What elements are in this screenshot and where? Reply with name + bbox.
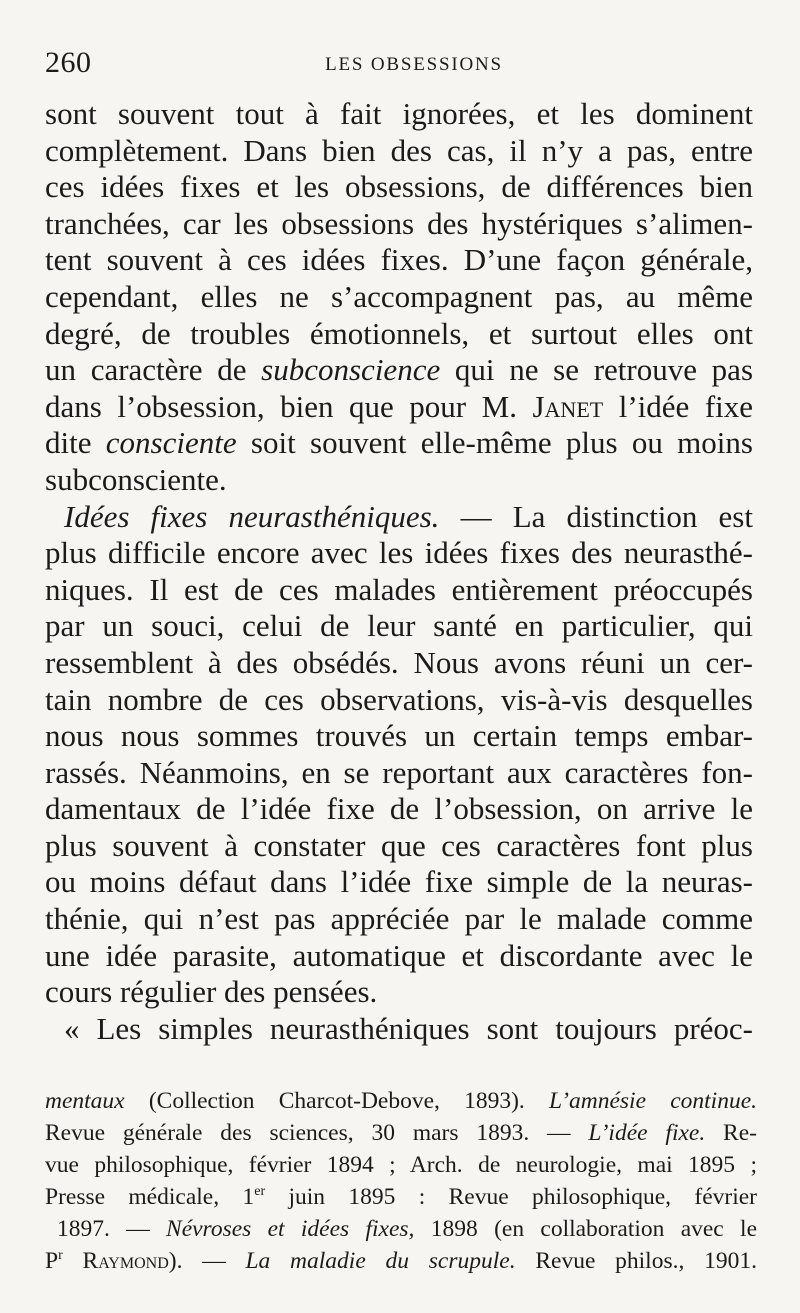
section-heading-line bbox=[45, 499, 753, 536]
text-line: thénie, qui n’est pas appréciée par le malade comme bbox=[45, 901, 753, 937]
text-run: qui ne se retrouve pas bbox=[440, 352, 754, 388]
text-line: « Les simples neurasthéniques sont toujours préoc- bbox=[64, 1010, 753, 1046]
section-heading: Idées fixes neurasthéniques. bbox=[64, 498, 440, 534]
text-line: tent souvent à ces idées fixes. D’une façon générale, bbox=[45, 242, 753, 278]
text-line: niques. Il est de ces malades entièrement préoccupés bbox=[45, 571, 753, 607]
superscript: er bbox=[254, 1183, 266, 1200]
text-run: l’idée fixe bbox=[603, 388, 754, 424]
footnote-line bbox=[45, 1245, 757, 1277]
text-line bbox=[45, 389, 753, 426]
text-run: 1897. — bbox=[57, 1216, 167, 1242]
footnote-line bbox=[45, 1085, 757, 1117]
footnote-line bbox=[45, 1181, 757, 1213]
italic-term: consciente bbox=[105, 425, 237, 461]
text-run: Re- bbox=[705, 1120, 757, 1146]
text-line: par un souci, celui de leur santé en particulier, qui bbox=[45, 608, 753, 644]
text-run: dans l’obsession, bien que pour M. bbox=[45, 388, 533, 424]
text-run: soit souvent elle-même plus ou moins bbox=[236, 425, 753, 461]
italic-title: La maladie du scrupule. bbox=[245, 1248, 516, 1274]
text-line: tain nombre de ces observations, vis-à-vis desquelles bbox=[45, 681, 753, 717]
italic-title: L’amnésie continue. bbox=[548, 1088, 757, 1114]
italic-term: subconscience bbox=[261, 352, 441, 388]
text-run: Revue générale des sciences, 30 mars 1893. — bbox=[45, 1120, 589, 1146]
running-title: LES OBSESSIONS bbox=[325, 54, 503, 75]
text-run: (Collection Charcot-Debove, 1893). bbox=[124, 1088, 549, 1114]
text-run: un caractère de bbox=[45, 352, 262, 388]
text-line: damentaux de l’idée fixe de l’obsession, on arrive le bbox=[45, 791, 753, 827]
text-run: Revue philos., 1901. bbox=[515, 1248, 757, 1274]
text-run: — La distinction est bbox=[439, 498, 753, 534]
superscript: r bbox=[58, 1247, 63, 1264]
author-name: Janet bbox=[532, 388, 604, 424]
text-line: ces idées fixes et les obsessions, de différences bien bbox=[45, 169, 753, 205]
text-line: rassés. Néanmoins, en se reportant aux caractères fon- bbox=[45, 754, 753, 790]
text-line: cependant, elles ne s’accompagnent pas, au même bbox=[45, 278, 753, 314]
footnote-line: vue philosophique, février 1894 ; Arch. de neurologie, mai 1895 ; bbox=[45, 1152, 757, 1178]
text-line: ressemblent à des obsédés. Nous avons réuni un cer- bbox=[45, 644, 753, 680]
text-line: degré, de troubles émotionnels, et surtout elles ont bbox=[45, 315, 753, 351]
text-line: nous nous sommes trouvés un certain temps embar- bbox=[45, 718, 753, 754]
text-run: juin 1895 : Revue philosophique, février bbox=[265, 1184, 758, 1210]
italic-title: L’idée fixe. bbox=[588, 1120, 706, 1146]
text-run: ). — bbox=[168, 1248, 246, 1274]
footnotes bbox=[45, 1085, 757, 1277]
italic-title: mentaux bbox=[45, 1088, 125, 1114]
text-run: dite bbox=[45, 425, 106, 461]
text-line bbox=[45, 425, 753, 462]
text-line: plus souvent à constater que ces caractères font plus bbox=[45, 827, 753, 863]
author-name: Raymond bbox=[62, 1248, 169, 1274]
text-run: 1898 (en collaboration avec le bbox=[414, 1216, 758, 1242]
text-line: tranchées, car les obsessions des hystériques s’alimen- bbox=[45, 205, 753, 241]
page-header bbox=[45, 44, 753, 84]
text-line bbox=[45, 352, 753, 389]
text-line: sont souvent tout à fait ignorées, et les dominent bbox=[45, 96, 753, 131]
text-line: subconsciente. bbox=[45, 461, 227, 497]
page-number: 260 bbox=[45, 46, 92, 79]
text-run: Presse médicale, 1 bbox=[45, 1184, 255, 1210]
text-line: plus difficile encore avec les idées fixes des neurasthé- bbox=[45, 535, 753, 571]
italic-title: Névroses et idées fixes, bbox=[166, 1216, 415, 1242]
text-run: P bbox=[45, 1248, 59, 1274]
body-text bbox=[45, 96, 753, 1047]
text-line: complètement. Dans bien des cas, il n’y a pas, entre bbox=[45, 132, 753, 168]
footnote-line bbox=[45, 1117, 757, 1149]
text-line: ou moins défaut dans l’idée fixe simple de la neuras- bbox=[45, 864, 753, 900]
text-line: une idée parasite, automatique et discordante avec le bbox=[45, 937, 753, 973]
text-line: cours régulier des pensées. bbox=[45, 974, 378, 1010]
footnote-line bbox=[45, 1213, 757, 1245]
